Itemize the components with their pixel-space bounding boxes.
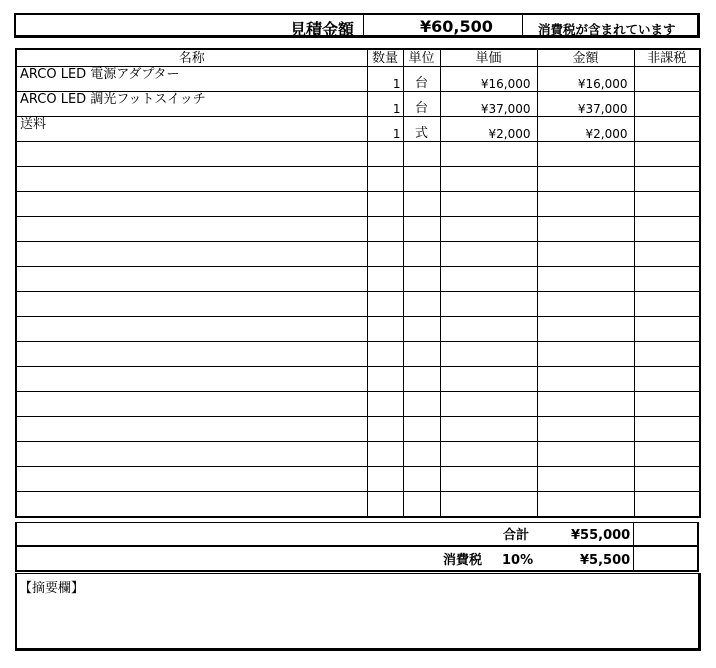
item-name bbox=[16, 367, 367, 392]
item-qty bbox=[367, 392, 403, 417]
item-name: 送料 bbox=[16, 117, 367, 142]
estimate-total-label: 見積金額 bbox=[290, 20, 355, 39]
estimate-total-amount: ¥60,500 bbox=[420, 17, 493, 36]
column-header-amount: 金額 bbox=[537, 49, 634, 67]
item-amount bbox=[537, 442, 634, 467]
table-row bbox=[16, 292, 700, 317]
table-row bbox=[16, 267, 700, 292]
item-nontax bbox=[634, 292, 700, 317]
table-row bbox=[16, 442, 700, 467]
table-row bbox=[16, 192, 700, 217]
item-qty bbox=[367, 492, 403, 518]
subtotal-amount: ¥55,000 bbox=[571, 528, 631, 543]
item-qty bbox=[367, 167, 403, 192]
item-nontax bbox=[634, 367, 700, 392]
item-price bbox=[440, 317, 537, 342]
column-header-nontax: 非課税 bbox=[634, 49, 700, 67]
item-nontax bbox=[634, 192, 700, 217]
item-nontax bbox=[634, 342, 700, 367]
item-qty bbox=[367, 217, 403, 242]
item-amount bbox=[537, 317, 634, 342]
item-amount bbox=[537, 367, 634, 392]
item-amount bbox=[537, 242, 634, 267]
item-nontax bbox=[634, 492, 700, 518]
item-price bbox=[440, 467, 537, 492]
item-qty bbox=[367, 342, 403, 367]
item-amount bbox=[537, 492, 634, 518]
item-amount bbox=[537, 392, 634, 417]
item-price bbox=[440, 242, 537, 267]
item-name bbox=[16, 467, 367, 492]
item-amount bbox=[537, 217, 634, 242]
item-nontax bbox=[634, 92, 700, 117]
item-unit bbox=[403, 267, 440, 292]
item-unit bbox=[403, 217, 440, 242]
item-nontax bbox=[634, 217, 700, 242]
item-name bbox=[16, 267, 367, 292]
item-qty bbox=[367, 417, 403, 442]
subtotal-row bbox=[15, 522, 699, 547]
item-amount bbox=[537, 192, 634, 217]
item-amount bbox=[537, 267, 634, 292]
item-qty bbox=[367, 192, 403, 217]
table-row bbox=[16, 467, 700, 492]
table-row bbox=[16, 142, 700, 167]
item-price bbox=[440, 367, 537, 392]
subtotal-label: 合計 bbox=[503, 528, 530, 543]
item-qty bbox=[367, 267, 403, 292]
item-qty: 1 bbox=[367, 67, 403, 92]
estimate-total-box bbox=[14, 13, 700, 38]
item-price bbox=[440, 442, 537, 467]
item-qty bbox=[367, 142, 403, 167]
item-price: ¥16,000 bbox=[440, 67, 537, 92]
item-qty: 1 bbox=[367, 92, 403, 117]
item-price: ¥37,000 bbox=[440, 92, 537, 117]
item-name bbox=[16, 417, 367, 442]
table-row bbox=[16, 417, 700, 442]
item-qty bbox=[367, 467, 403, 492]
item-nontax bbox=[634, 467, 700, 492]
table-row bbox=[16, 317, 700, 342]
item-price bbox=[440, 292, 537, 317]
item-price bbox=[440, 267, 537, 292]
item-name bbox=[16, 142, 367, 167]
table-row bbox=[16, 117, 700, 142]
item-unit bbox=[403, 492, 440, 518]
item-name bbox=[16, 217, 367, 242]
table-row bbox=[16, 492, 700, 518]
item-unit: 式 bbox=[403, 117, 440, 142]
tax-row bbox=[15, 547, 699, 572]
item-name bbox=[16, 192, 367, 217]
table-row bbox=[16, 167, 700, 192]
item-name bbox=[16, 292, 367, 317]
item-unit bbox=[403, 467, 440, 492]
tax-amount: ¥5,500 bbox=[580, 553, 631, 568]
item-nontax bbox=[634, 167, 700, 192]
item-amount bbox=[537, 142, 634, 167]
column-header-unit: 単位 bbox=[403, 49, 440, 67]
item-price bbox=[440, 392, 537, 417]
item-unit bbox=[403, 167, 440, 192]
item-unit bbox=[403, 292, 440, 317]
table-row bbox=[16, 342, 700, 367]
item-unit bbox=[403, 342, 440, 367]
item-nontax bbox=[634, 442, 700, 467]
item-qty: 1 bbox=[367, 117, 403, 142]
column-header-qty: 数量 bbox=[367, 49, 403, 67]
divider bbox=[633, 523, 634, 545]
item-unit bbox=[403, 367, 440, 392]
item-unit bbox=[403, 392, 440, 417]
item-nontax bbox=[634, 317, 700, 342]
item-name: ARCO LED 調光フットスイッチ bbox=[16, 92, 367, 117]
memo-box bbox=[15, 573, 701, 651]
item-nontax bbox=[634, 67, 700, 92]
divider bbox=[522, 15, 523, 35]
item-amount bbox=[537, 342, 634, 367]
item-unit bbox=[403, 417, 440, 442]
table-row bbox=[16, 217, 700, 242]
column-header-name: 名称 bbox=[16, 49, 367, 67]
item-name bbox=[16, 492, 367, 518]
item-nontax bbox=[634, 392, 700, 417]
item-name bbox=[16, 342, 367, 367]
item-qty bbox=[367, 292, 403, 317]
item-unit bbox=[403, 192, 440, 217]
item-price bbox=[440, 342, 537, 367]
item-unit: 台 bbox=[403, 92, 440, 117]
table-row bbox=[16, 367, 700, 392]
summary-section bbox=[15, 522, 699, 572]
item-name bbox=[16, 442, 367, 467]
item-nontax bbox=[634, 142, 700, 167]
item-nontax bbox=[634, 267, 700, 292]
item-price bbox=[440, 167, 537, 192]
item-name bbox=[16, 167, 367, 192]
item-nontax bbox=[634, 242, 700, 267]
item-amount: ¥37,000 bbox=[537, 92, 634, 117]
tax-rate: 10% bbox=[502, 553, 534, 568]
table-row bbox=[16, 67, 700, 92]
item-price bbox=[440, 492, 537, 518]
item-qty bbox=[367, 367, 403, 392]
item-price: ¥2,000 bbox=[440, 117, 537, 142]
item-amount bbox=[537, 417, 634, 442]
item-nontax bbox=[634, 117, 700, 142]
table-row bbox=[16, 242, 700, 267]
table-row bbox=[16, 92, 700, 117]
item-name bbox=[16, 317, 367, 342]
item-price bbox=[440, 217, 537, 242]
item-qty bbox=[367, 442, 403, 467]
item-unit bbox=[403, 442, 440, 467]
tax-label: 消費税 bbox=[443, 553, 483, 568]
item-nontax bbox=[634, 417, 700, 442]
item-amount bbox=[537, 167, 634, 192]
item-price bbox=[440, 417, 537, 442]
divider bbox=[633, 547, 634, 570]
divider bbox=[363, 15, 364, 35]
item-name bbox=[16, 392, 367, 417]
item-amount bbox=[537, 467, 634, 492]
item-name: ARCO LED 電源アダプター bbox=[16, 67, 367, 92]
item-unit bbox=[403, 242, 440, 267]
item-amount bbox=[537, 292, 634, 317]
tax-included-note: 消費税が含まれています bbox=[538, 22, 676, 37]
item-unit bbox=[403, 317, 440, 342]
item-unit: 台 bbox=[403, 67, 440, 92]
item-price bbox=[440, 192, 537, 217]
item-price bbox=[440, 142, 537, 167]
item-unit bbox=[403, 142, 440, 167]
memo-label: 【摘要欄】 bbox=[19, 581, 85, 596]
line-items-table bbox=[15, 48, 701, 518]
item-qty bbox=[367, 317, 403, 342]
item-amount: ¥16,000 bbox=[537, 67, 634, 92]
table-row bbox=[16, 392, 700, 417]
table-header-row bbox=[16, 49, 700, 67]
item-name bbox=[16, 242, 367, 267]
item-qty bbox=[367, 242, 403, 267]
item-amount: ¥2,000 bbox=[537, 117, 634, 142]
column-header-price: 単価 bbox=[440, 49, 537, 67]
